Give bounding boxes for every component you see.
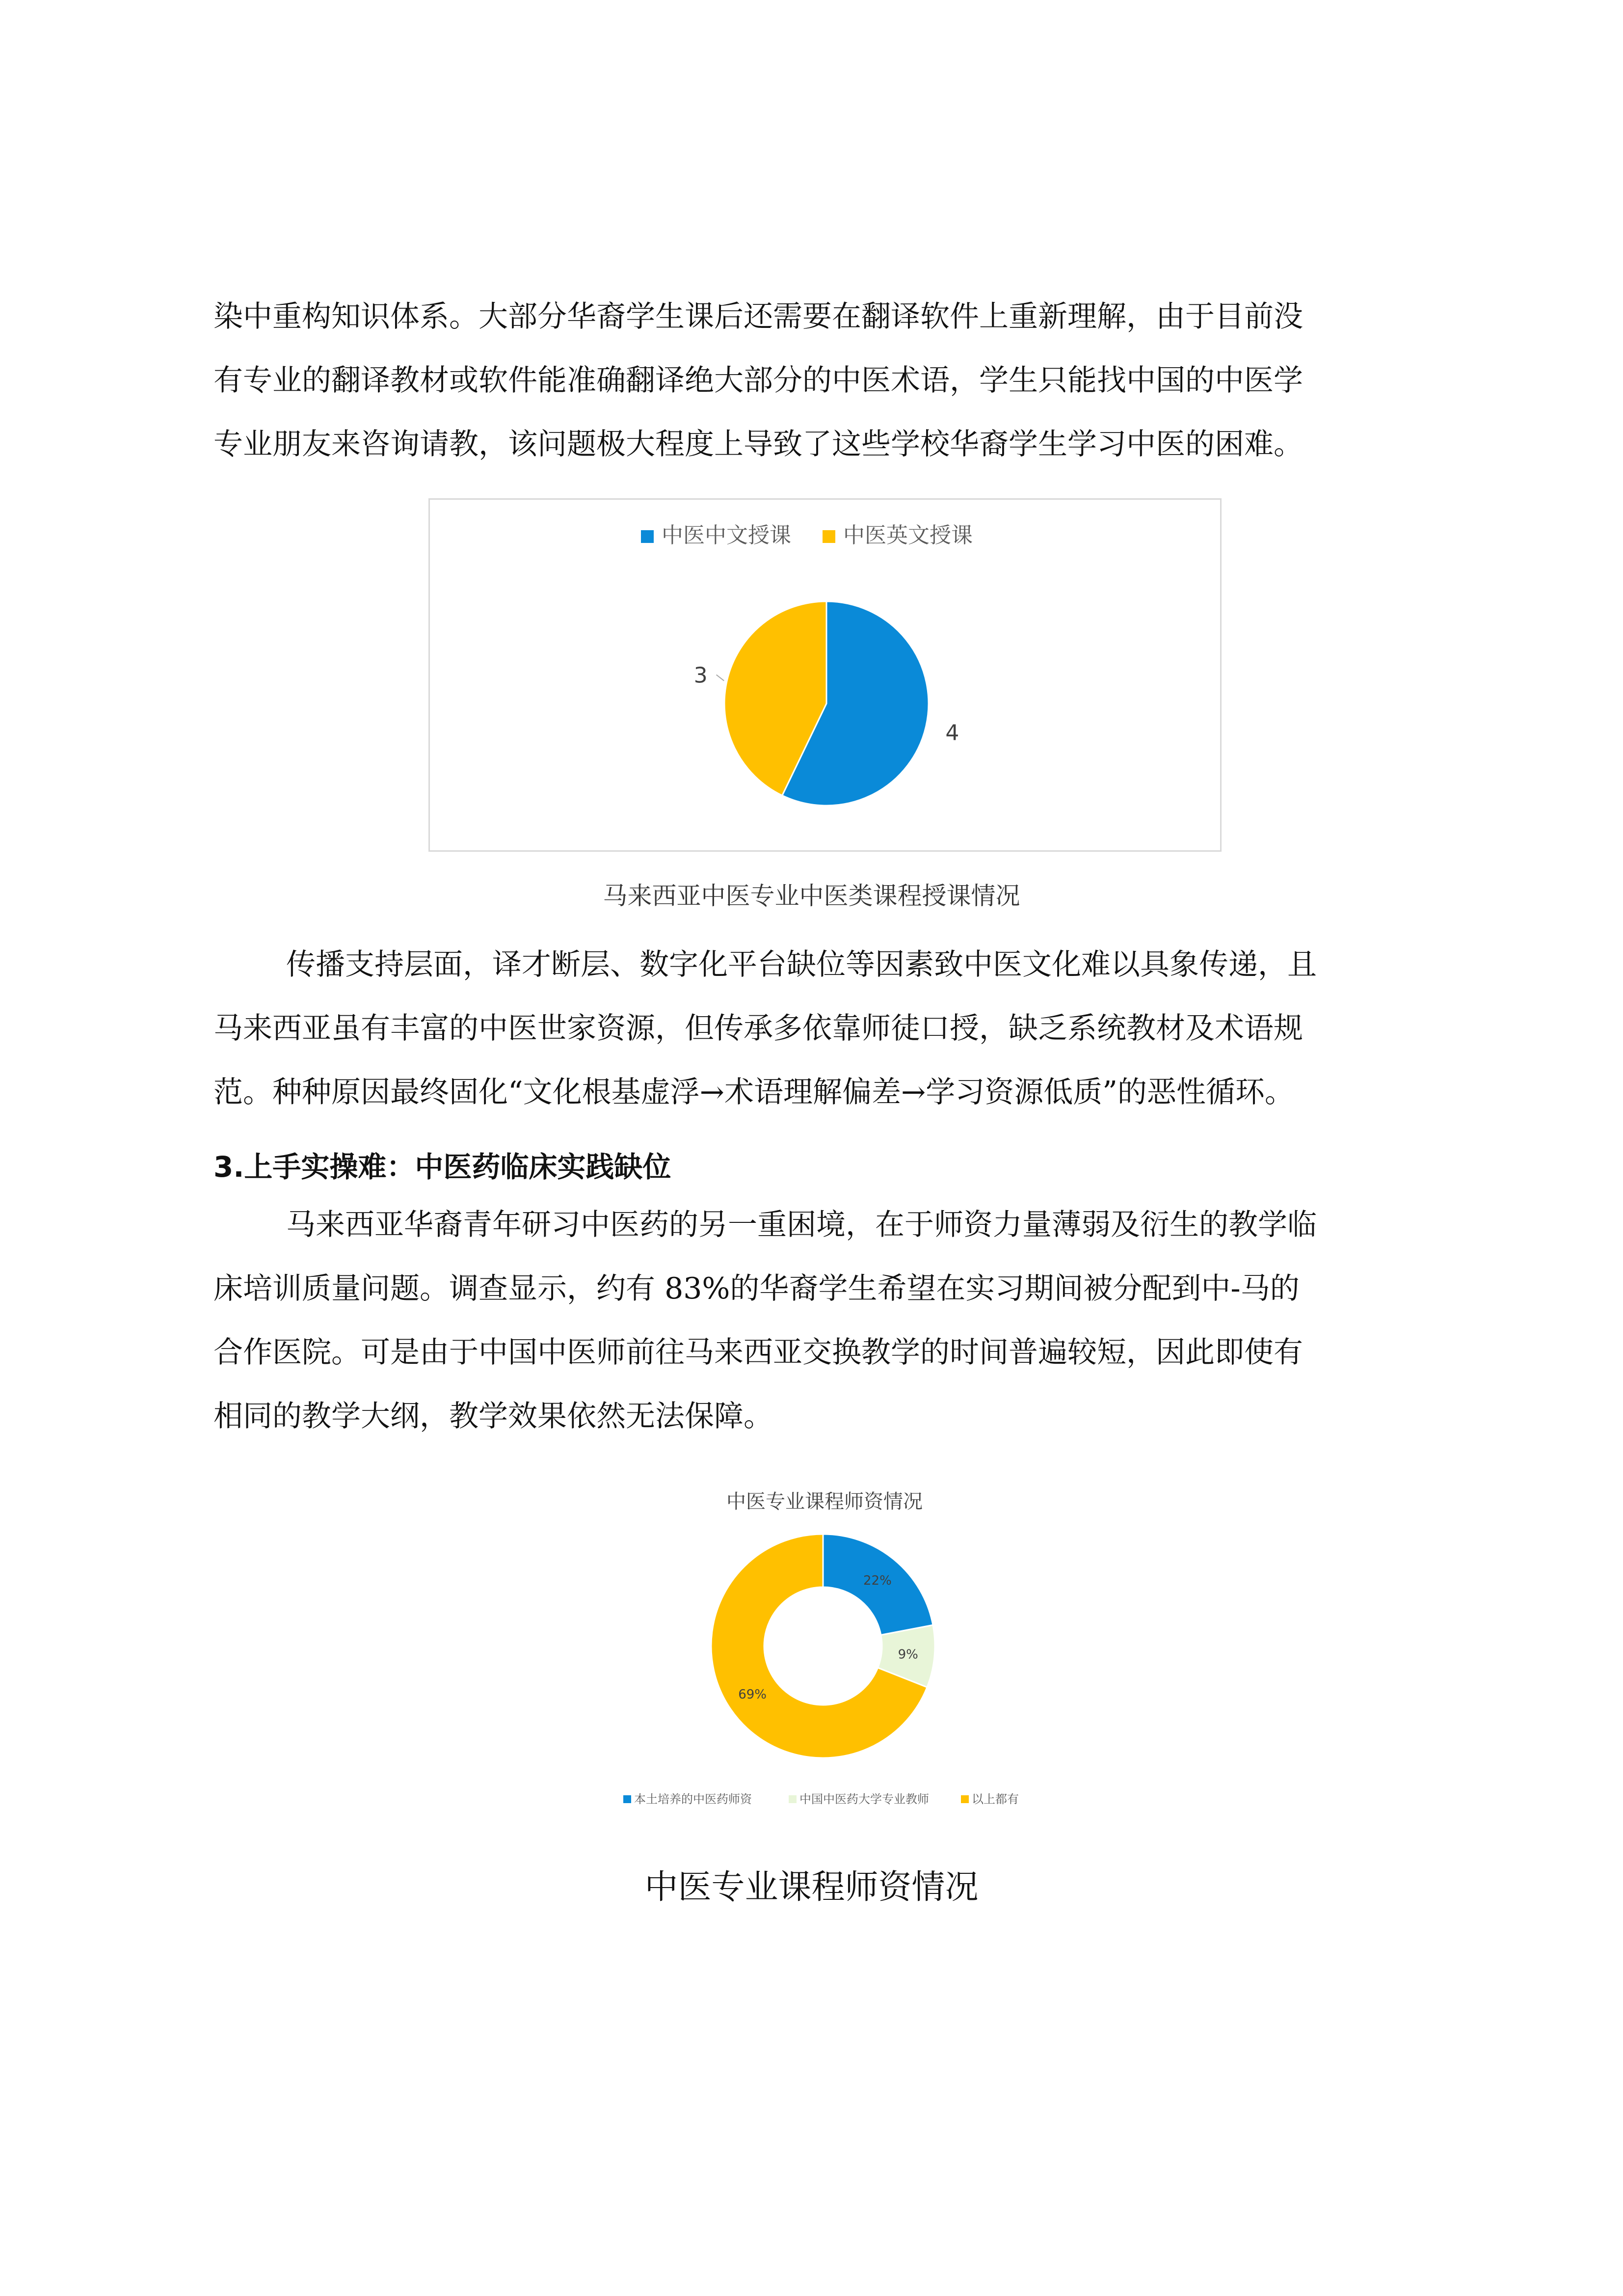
legend-label: 中国中医药大学专业教师 — [799, 1792, 929, 1806]
leader-line — [717, 675, 724, 680]
pie-data-label: 4 — [945, 720, 959, 746]
pie-slices — [724, 601, 929, 806]
pie-chart-teaching-language — [428, 498, 1222, 852]
legend-swatch — [623, 1795, 631, 1803]
legend-label: 中医英文授课 — [843, 523, 973, 548]
legend-swatch — [641, 530, 654, 543]
legend-label: 以上都有 — [972, 1792, 1019, 1806]
legend-label: 中医中文授课 — [662, 523, 791, 548]
chart-title: 中医专业课程师资情况 — [726, 1490, 923, 1513]
pie-data-label: 3 — [693, 663, 708, 688]
paragraph-3-line: 床培训质量问题。调查显示，约有 83%的华裔学生希望在实习期间被分配到中-马的 — [213, 1271, 1300, 1306]
paragraph-3-line: 相同的教学大纲，教学效果依然无法保障。 — [213, 1399, 773, 1433]
legend-swatch — [961, 1795, 969, 1803]
paragraph-2-line: 马来西亚虽有丰富的中医世家资源，但传承多依靠师徒口授，缺乏系统教材及术语规 — [213, 1011, 1303, 1046]
donut-slices — [711, 1534, 935, 1758]
paragraph-1-line: 专业朋友来咨询请教，该问题极大程度上导致了这些学校华裔学生学习中医的困难。 — [213, 427, 1303, 461]
donut-data-label: 22% — [863, 1573, 892, 1588]
chart-1-caption: 马来西亚中医专业中医类课程授课情况 — [603, 882, 1020, 910]
legend-swatch — [823, 530, 835, 543]
donut-chart-svg — [609, 1483, 1040, 1821]
paragraph-2-line: 范。种种原因最终固化“文化根基虚浮→术语理解偏差→学习资源低质”的恶性循环。 — [213, 1075, 1294, 1109]
paragraph-1-line: 染中重构知识体系。大部分华裔学生课后还需要在翻译软件上重新理解，由于目前没 — [213, 299, 1303, 334]
chart-2-caption: 中医专业课程师资情况 — [644, 1868, 979, 1907]
chart-legend — [641, 523, 973, 548]
donut-chart-faculty — [609, 1483, 1040, 1821]
paragraph-3-line: 马来西亚华裔青年研习中医药的另一重困境，在于师资力量薄弱及衍生的教学临 — [286, 1208, 1317, 1242]
legend-swatch — [789, 1795, 797, 1803]
legend-label: 本土培养的中医药师资 — [634, 1792, 752, 1806]
pie-chart-svg — [430, 500, 1220, 850]
paragraph-2-line: 传播支持层面，译才断层、数字化平台缺位等因素致中医文化难以具象传递，且 — [286, 947, 1317, 982]
donut-data-label: 69% — [738, 1687, 767, 1702]
chart-legend — [623, 1792, 1019, 1806]
paragraph-1-line: 有专业的翻译教材或软件能准确翻译绝大部分的中医术语，学生只能找中国的中医学 — [213, 363, 1303, 398]
section-heading: 3.上手实操难：中医药临床实践缺位 — [213, 1150, 671, 1184]
paragraph-3-line: 合作医院。可是由于中国中医师前往马来西亚交换教学的时间普遍较短，因此即使有 — [213, 1335, 1303, 1370]
donut-data-label: 9% — [898, 1647, 918, 1662]
